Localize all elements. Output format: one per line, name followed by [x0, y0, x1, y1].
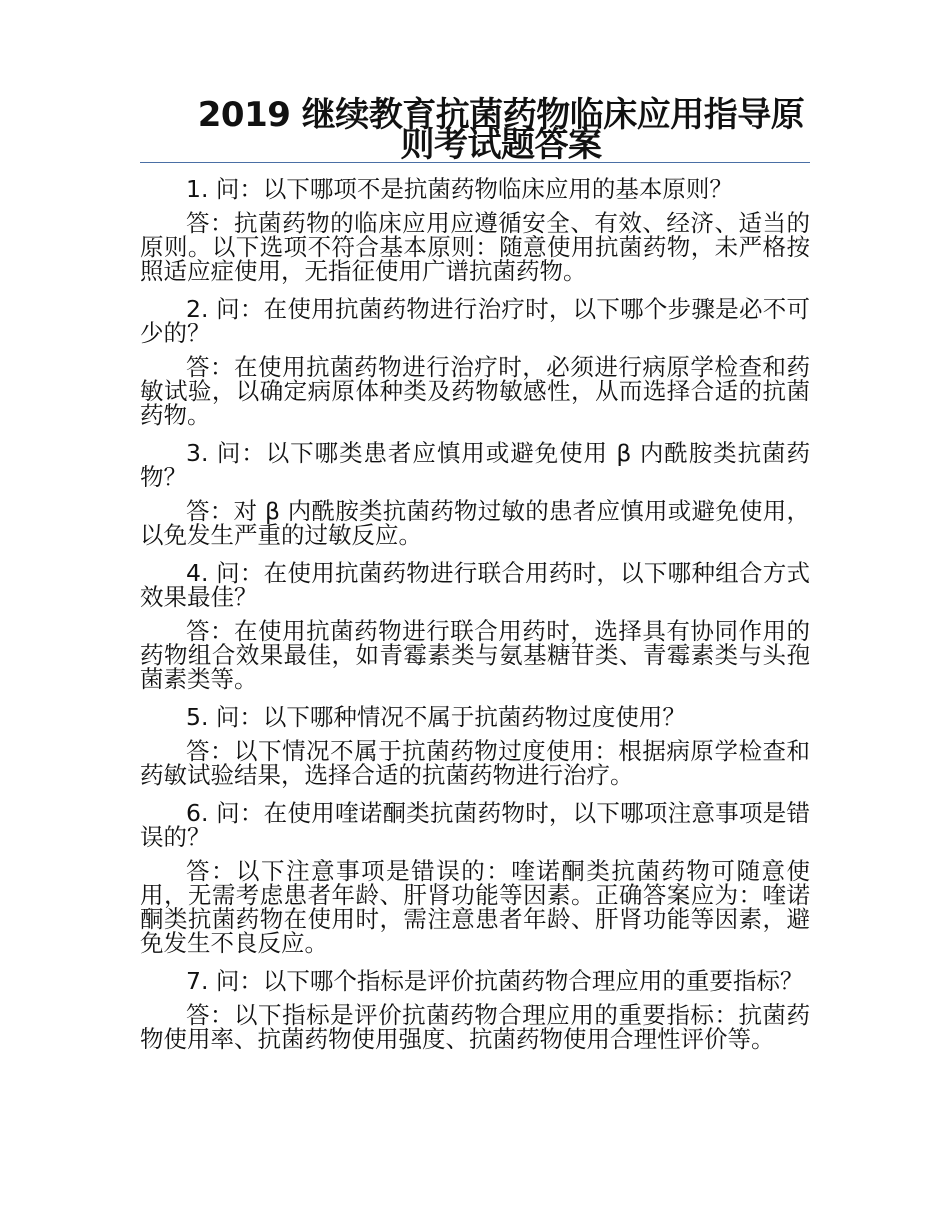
question-1: 1. 问：以下哪项不是抗菌药物临床应用的基本原则？ [186, 175, 733, 203]
qa-item-7 [140, 969, 810, 1051]
question-2: 2. 问：在使用抗菌药物进行治疗时，以下哪个步骤是必不可少的？ [140, 295, 810, 347]
answer-3: 答：对 β 内酰胺类抗菌药物过敏的患者应慎用或避免使用，以免发生严重的过敏反应。 [140, 497, 810, 549]
document-page [140, 95, 810, 1065]
answer-7: 答：以下指标是评价抗菌药物合理应用的重要指标：抗菌药物使用率、抗菌药物使用强度、抗菌药物使用合理性评价等。 [140, 1001, 810, 1053]
question-4: 4. 问：在使用抗菌药物进行联合用药时，以下哪种组合方式效果最佳？ [140, 559, 810, 611]
question-7: 7. 问：以下哪个指标是评价抗菌药物合理应用的重要指标？ [186, 967, 804, 995]
document-title: 2019 继续教育抗菌药物临床应用指导原则考试题答案 [197, 95, 805, 165]
qa-item-5 [140, 705, 810, 787]
answer-6: 答：以下注意事项是错误的：喹诺酮类抗菌药物可随意使用，无需考虑患者年龄、肝肾功能等因素。正确答案应为：喹诺酮类抗菌药物在使用时，需注意患者年龄、肝肾功能等因素，避免发生不良反应。 [140, 857, 810, 957]
qa-item-4 [140, 561, 810, 691]
qa-item-2 [140, 297, 810, 427]
answer-5: 答：以下情况不属于抗菌药物过度使用：根据病原学检查和药敏试验结果，选择合适的抗菌药物进行治疗。 [140, 737, 810, 789]
answer-2: 答：在使用抗菌药物进行治疗时，必须进行病原学检查和药敏试验，以确定病原体种类及药物敏感性，从而选择合适的抗菌药物。 [140, 353, 810, 429]
qa-item-6 [140, 801, 810, 955]
question-6: 6. 问：在使用喹诺酮类抗菌药物时，以下哪项注意事项是错误的？ [140, 799, 810, 851]
answer-1: 答：抗菌药物的临床应用应遵循安全、有效、经济、适当的原则。以下选项不符合基本原则：随意使用抗菌药物，未严格按照适应症使用，无指征使用广谱抗菌药物。 [140, 209, 810, 285]
question-5: 5. 问：以下哪种情况不属于抗菌药物过度使用？ [186, 703, 686, 731]
answer-4: 答：在使用抗菌药物进行联合用药时，选择具有协同作用的药物组合效果最佳，如青霉素类与氨基糖苷类、青霉素类与头孢菌素类等。 [140, 617, 810, 693]
qa-item-1 [140, 177, 810, 283]
question-3: 3. 问：以下哪类患者应慎用或避免使用 β 内酰胺类抗菌药物？ [140, 439, 810, 491]
qa-item-3 [140, 441, 810, 547]
